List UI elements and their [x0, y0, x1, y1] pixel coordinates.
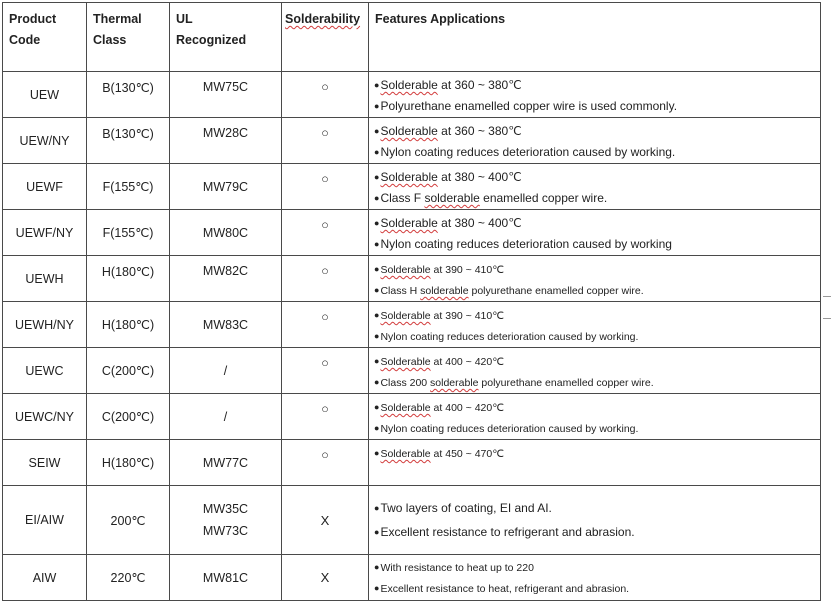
bullet-icon: ● [374, 239, 380, 249]
product-code-cell: SEIW [3, 440, 87, 486]
bullet-icon: ● [374, 561, 380, 572]
solderability-cell: X [282, 486, 369, 555]
bullet-icon: ● [374, 377, 380, 387]
feature-line: ●Nylon coating reduces deterioration caused by working [374, 237, 672, 251]
feature-line: ●Nylon coating reduces deterioration caused by working. [374, 423, 639, 435]
feature-line: ●Solderable at 380 ~ 400℃ [374, 216, 522, 230]
features-cell [369, 256, 821, 302]
ul-cell: MW83C [170, 302, 282, 348]
feature-line: ●Nylon coating reduces deterioration caused by working. [374, 331, 639, 343]
solderability-cell: ○ [282, 72, 369, 118]
thermal-class-cell: C(200℃) [87, 348, 170, 394]
product-code-cell: UEWH/NY [3, 302, 87, 348]
bullet-icon: ● [374, 126, 380, 136]
feature-line: ●Class 200 solderable polyurethane enamelled copper wire. [374, 377, 654, 389]
bullet-icon: ● [374, 147, 380, 157]
header-ul-recognized: UL Recognized [170, 3, 282, 72]
feature-line: ●Solderable at 390 ~ 410℃ [374, 310, 505, 322]
bullet-icon: ● [374, 80, 380, 90]
thermal-class-cell: H(180℃) [87, 440, 170, 486]
header-thermal-class: Thermal Class [87, 3, 170, 72]
table-row [3, 555, 821, 601]
feature-line: ●Class F solderable enamelled copper wire. [374, 191, 608, 205]
bullet-icon: ● [374, 285, 380, 295]
product-code-cell: UEWF [3, 164, 87, 210]
product-code-cell: UEWC/NY [3, 394, 87, 440]
ul-cell: MW82C [170, 256, 282, 302]
page-edge-mark [823, 318, 831, 319]
features-cell [369, 72, 821, 118]
solderability-cell: ○ [282, 302, 369, 348]
ul-cell: MW81C [170, 555, 282, 601]
ul-cell: MW77C [170, 440, 282, 486]
table-row [3, 164, 821, 210]
bullet-icon: ● [374, 502, 380, 513]
feature-line: ●Two layers of coating, EI and AI. [374, 500, 552, 515]
wire-spec-table [2, 2, 821, 601]
bullet-icon: ● [374, 310, 380, 320]
table-row [3, 440, 821, 486]
table-row [3, 394, 821, 440]
feature-line: ●With resistance to heat up to 220 [374, 561, 534, 574]
header-solderability: Solderability [282, 3, 369, 72]
thermal-class-cell: H(180℃) [87, 302, 170, 348]
bullet-icon: ● [374, 218, 380, 228]
feature-line: ●Solderable at 360 ~ 380℃ [374, 78, 522, 92]
table-row [3, 256, 821, 302]
bullet-icon: ● [374, 423, 380, 433]
ul-cell: / [170, 348, 282, 394]
thermal-class-cell: F(155℃) [87, 164, 170, 210]
feature-line: ●Solderable at 380 ~ 400℃ [374, 170, 522, 184]
thermal-class-cell: B(130℃) [87, 118, 170, 164]
table-row [3, 210, 821, 256]
feature-line: ●Nylon coating reduces deterioration caused by working. [374, 145, 676, 159]
header-row [3, 3, 821, 72]
features-cell [369, 302, 821, 348]
bullet-icon: ● [374, 331, 380, 341]
features-cell [369, 348, 821, 394]
table-row [3, 486, 821, 555]
bullet-icon: ● [374, 448, 380, 458]
feature-line: ●Solderable at 400 ~ 420℃ [374, 402, 505, 414]
product-code-cell: UEWC [3, 348, 87, 394]
ul-cell: / [170, 394, 282, 440]
bullet-icon: ● [374, 402, 380, 412]
solderability-cell: ○ [282, 256, 369, 302]
ul-line: MW73C [202, 524, 249, 538]
solderability-cell: ○ [282, 118, 369, 164]
header-product-code: Product Code [3, 3, 87, 72]
bullet-icon: ● [374, 356, 380, 366]
table-row [3, 348, 821, 394]
thermal-class-cell: 200℃ [87, 486, 170, 555]
solderability-cell: ○ [282, 210, 369, 256]
feature-line: ●Excellent resistance to refrigerant and abrasion. [374, 524, 635, 539]
bullet-icon: ● [374, 193, 380, 203]
solderability-cell: ○ [282, 164, 369, 210]
features-cell [369, 118, 821, 164]
bullet-icon: ● [374, 582, 380, 593]
product-code-cell: AIW [3, 555, 87, 601]
solderability-cell: X [282, 555, 369, 601]
thermal-class-cell: H(180℃) [87, 256, 170, 302]
feature-line: ●Solderable at 360 ~ 380℃ [374, 124, 522, 138]
table-row [3, 72, 821, 118]
product-code-cell: EI/AIW [3, 486, 87, 555]
features-cell [369, 555, 821, 601]
product-code-cell: UEW/NY [3, 118, 87, 164]
bullet-icon: ● [374, 264, 380, 274]
product-code-cell: UEWH [3, 256, 87, 302]
ul-cell [170, 486, 282, 555]
features-cell [369, 394, 821, 440]
feature-line: ●Class H solderable polyurethane enamelled copper wire. [374, 285, 644, 297]
table-row [3, 302, 821, 348]
features-cell [369, 486, 821, 555]
product-code-cell: UEW [3, 72, 87, 118]
feature-line: ●Solderable at 450 ~ 470℃ [374, 448, 505, 460]
feature-line: ●Excellent resistance to heat, refrigerant and abrasion. [374, 582, 630, 595]
bullet-icon: ● [374, 101, 380, 111]
product-code-cell: UEWF/NY [3, 210, 87, 256]
table-row [3, 118, 821, 164]
bullet-icon: ● [374, 172, 380, 182]
feature-line: ●Solderable at 400 ~ 420℃ [374, 356, 505, 368]
ul-line: MW35C [202, 502, 249, 516]
thermal-class-cell: F(155℃) [87, 210, 170, 256]
features-cell [369, 164, 821, 210]
ul-cell: MW28C [170, 118, 282, 164]
solderability-cell: ○ [282, 440, 369, 486]
feature-line: ●Solderable at 390 ~ 410℃ [374, 264, 505, 276]
feature-line: ●Polyurethane enamelled copper wire is used commonly. [374, 99, 678, 113]
thermal-class-cell: B(130℃) [87, 72, 170, 118]
features-cell [369, 440, 821, 486]
solderability-cell: ○ [282, 394, 369, 440]
ul-cell: MW79C [170, 164, 282, 210]
features-cell [369, 210, 821, 256]
header-features: Features Applications [369, 3, 821, 72]
solderability-cell: ○ [282, 348, 369, 394]
thermal-class-cell: C(200℃) [87, 394, 170, 440]
ul-cell: MW80C [170, 210, 282, 256]
ul-cell: MW75C [170, 72, 282, 118]
bullet-icon: ● [374, 526, 380, 537]
page-edge-mark [823, 296, 831, 297]
thermal-class-cell: 220℃ [87, 555, 170, 601]
